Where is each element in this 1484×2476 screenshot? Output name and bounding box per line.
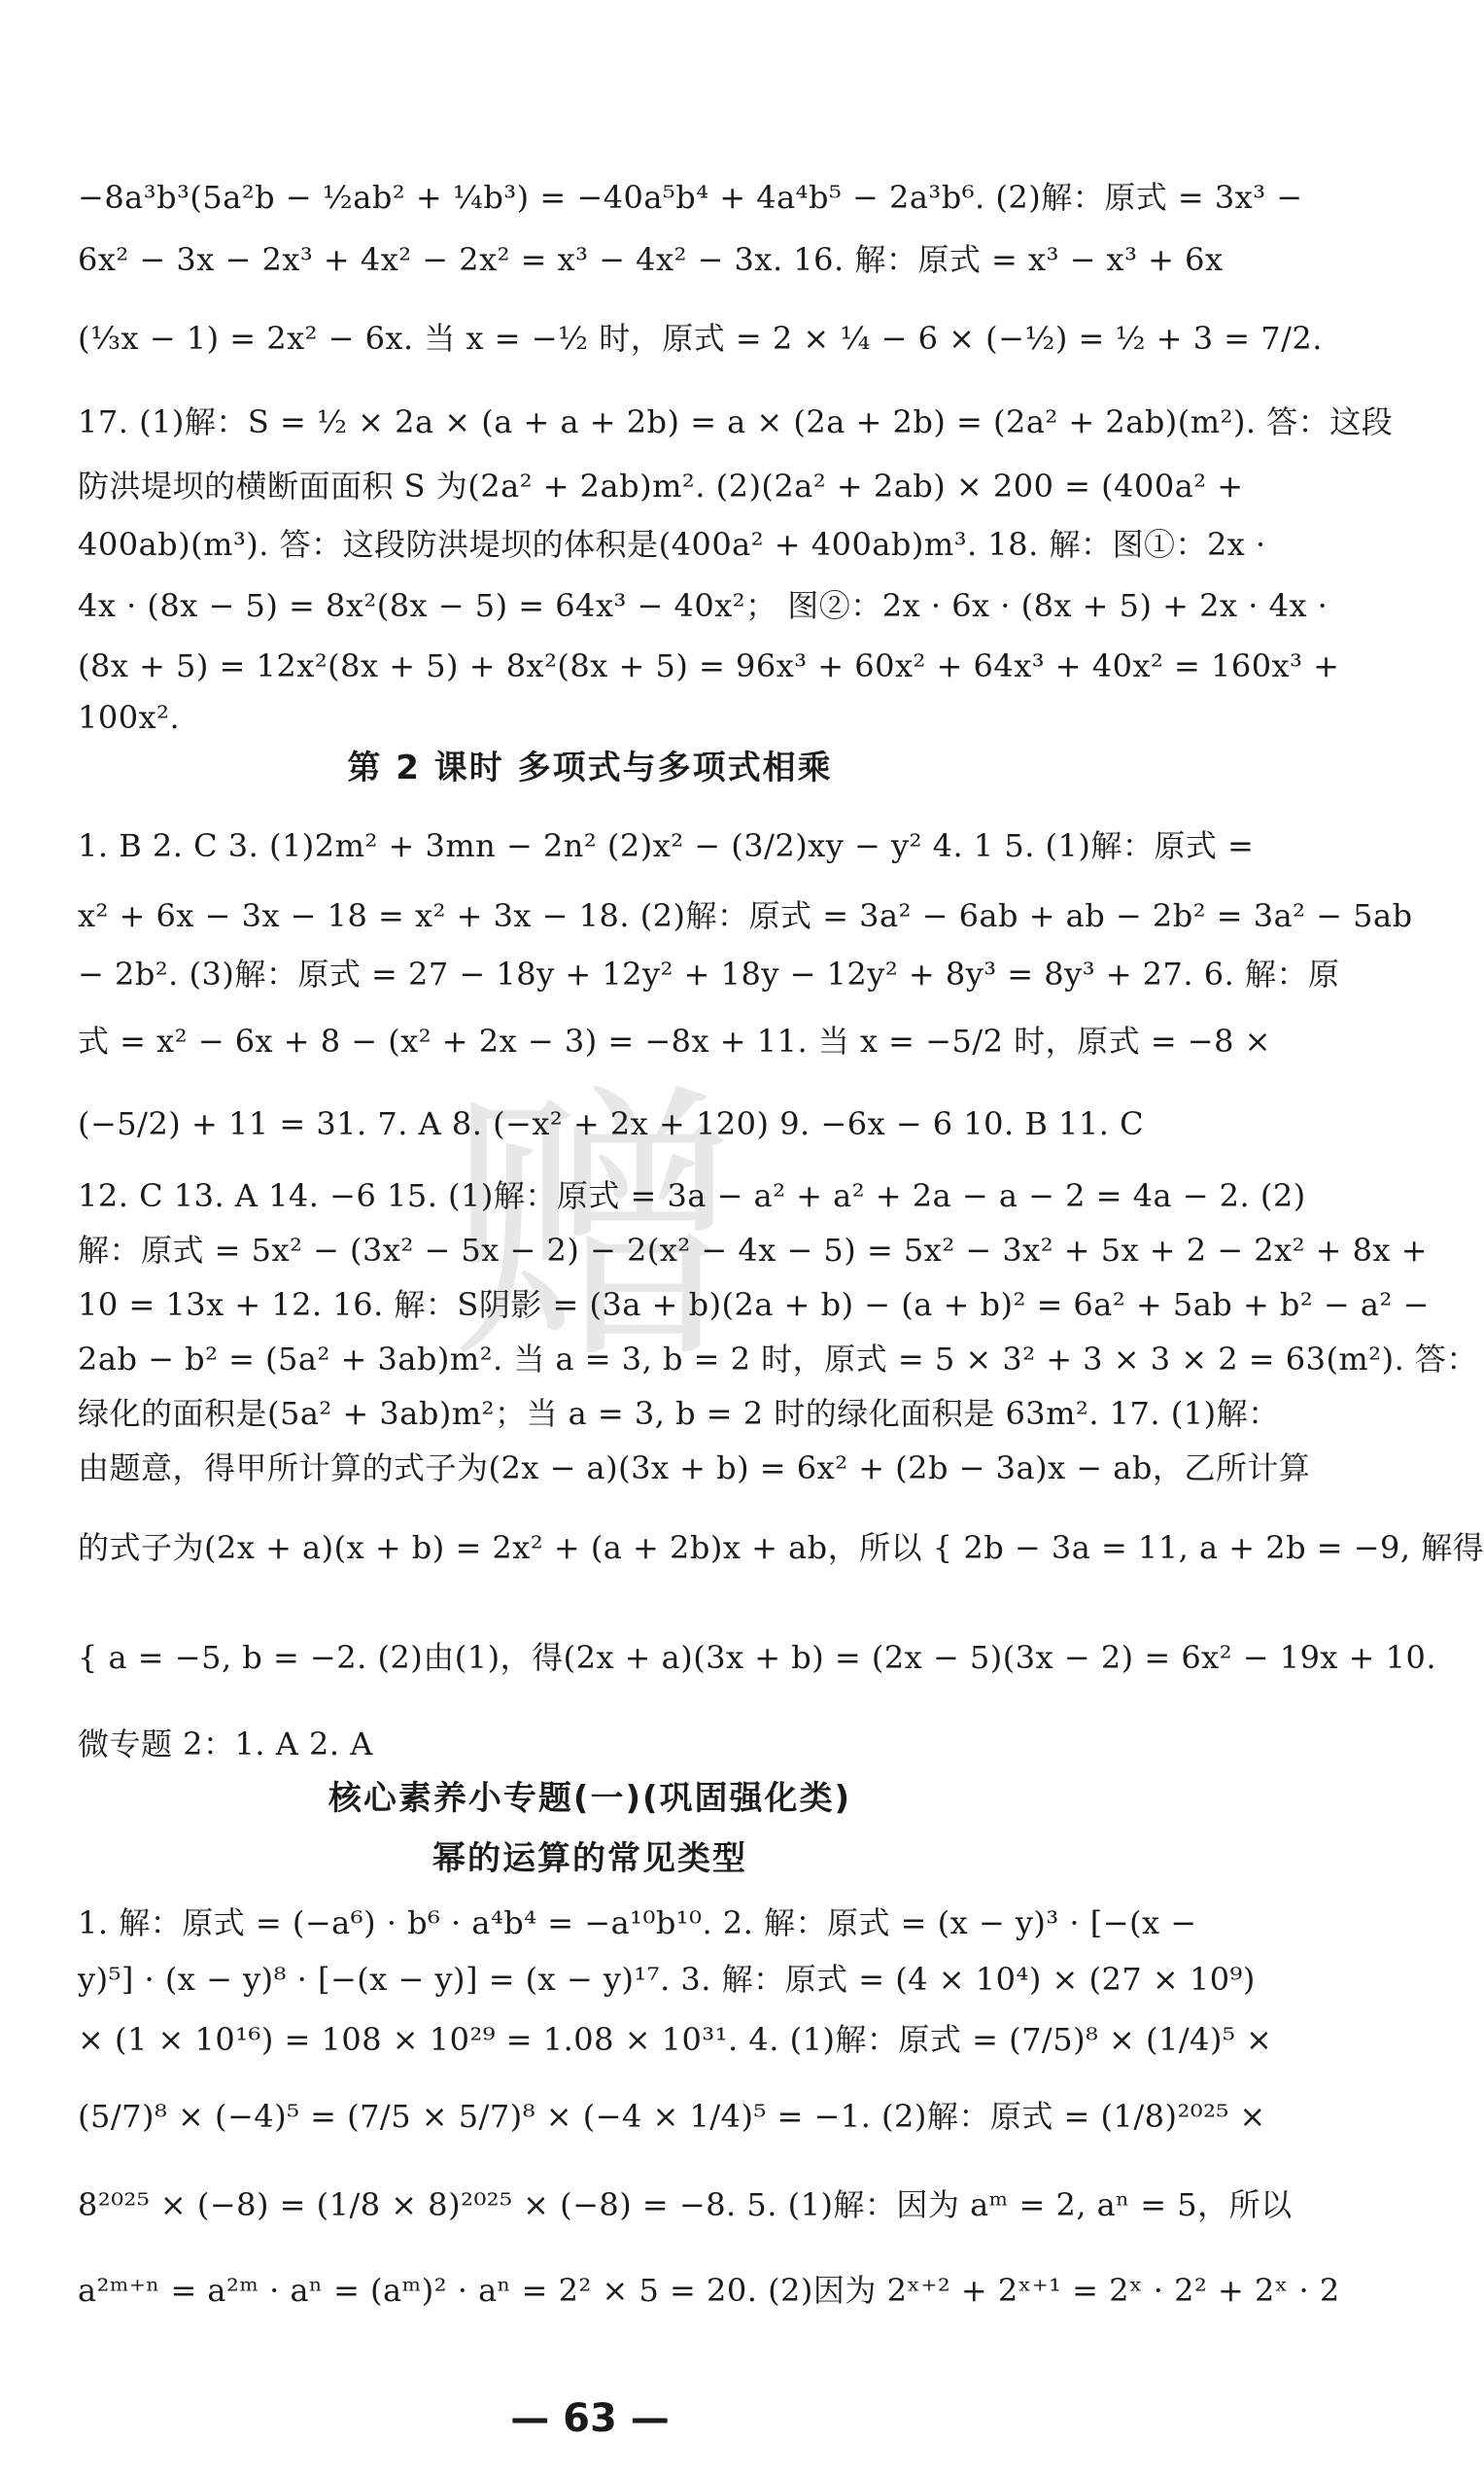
text-line: 17. (1)解：S = ½ × 2a × (a + a + 2b) = a × (2a + 2b) = (2a² + 2ab)(m²). 答：这段 — [78, 403, 1394, 440]
text-line: −8a³b³(5a²b − ½ab² + ¼b³) = −40a⁵b⁴ + 4a⁴b⁵ − 2a³b⁶. (2)解：原式 = 3x³ − — [78, 179, 1303, 216]
topic-subtitle: 幂的运算的常见类型 — [432, 1839, 747, 1878]
text-line: 6x² − 3x − 2x³ + 4x² − 2x² = x³ − 4x² − 3x. 16. 解：原式 = x³ − x³ + 6x — [78, 241, 1224, 278]
text-line: 的式子为(2x + a)(x + b) = 2x² + (a + 2b)x + ab，所以 { 2b − 3a = 11, a + 2b = −9, 解得 — [78, 1529, 1484, 1566]
text-line: y)⁵] · (x − y)⁸ · [−(x − y)] = (x − y)¹⁷. 3. 解：原式 = (4 × 10⁴) × (27 × 10⁹) — [78, 1961, 1256, 1998]
text-line: 解：原式 = 5x² − (3x² − 5x − 2) − 2(x² − 4x − 5) = 5x² − 3x² + 5x + 2 − 2x² + 8x + — [78, 1232, 1429, 1269]
text-line: (5/7)⁸ × (−4)⁵ = (7/5 × 5/7)⁸ × (−4 × 1/4)⁵ = −1. (2)解：原式 = (1/8)²⁰²⁵ × — [78, 2098, 1266, 2135]
text-line: 2ab − b² = (5a² + 3ab)m². 当 a = 3, b = 2 时，原式 = 5 × 3² + 3 × 3 × 2 = 63(m²). 答： — [78, 1341, 1478, 1377]
text-line: x² + 6x − 3x − 18 = x² + 3x − 18. (2)解：原式 = 3a² − 6ab + ab − 2b² = 3a² − 5ab — [78, 897, 1413, 934]
section-heading-lesson2: 第 2 课时 多项式与多项式相乘 — [347, 749, 833, 787]
text-line: 4x · (8x − 5) = 8x²(8x − 5) = 64x³ − 40x²； 图②：2x · 6x · (8x + 5) + 2x · 4x · — [78, 587, 1329, 624]
page-number: — 63 — — [510, 2396, 670, 2441]
text-line: (8x + 5) = 12x²(8x + 5) + 8x²(8x + 5) = 96x³ + 60x² + 64x³ + 40x² = 160x³ + — [78, 647, 1340, 684]
text-line: 12. C 13. A 14. −6 15. (1)解：原式 = 3a − a² + a² + 2a − a − 2 = 4a − 2. (2) — [78, 1177, 1306, 1214]
text-line: − 2b². (3)解：原式 = 27 − 18y + 12y² + 18y − 12y² + 8y³ = 8y³ + 27. 6. 解：原 — [78, 956, 1340, 993]
text-line: 1. 解：原式 = (−a⁶) · b⁶ · a⁴b⁴ = −a¹⁰b¹⁰. 2. 解：原式 = (x − y)³ · [−(x − — [78, 1904, 1197, 1941]
text-line: 1. B 2. C 3. (1)2m² + 3mn − 2n² (2)x² − (3/2)xy − y² 4. 1 5. (1)解：原式 = — [78, 827, 1255, 864]
text-line: a²ᵐ⁺ⁿ = a²ᵐ · aⁿ = (aᵐ)² · aⁿ = 2² × 5 = 20. (2)因为 2ˣ⁺² + 2ˣ⁺¹ = 2ˣ · 2² + 2ˣ · 2 — [78, 2272, 1340, 2309]
text-line: 10 = 13x + 12. 16. 解：S阴影 = (3a + b)(2a + b) − (a + b)² = 6a² + 5ab + b² − a² − — [78, 1286, 1430, 1323]
text-line: 防洪堤坝的横断面面积 S 为(2a² + 2ab)m². (2)(2a² + 2ab) × 200 = (400a² + — [78, 468, 1244, 505]
text-line: (⅓x − 1) = 2x² − 6x. 当 x = −½ 时，原式 = 2 × ¼ − 6 × (−½) = ½ + 3 = 7/2. — [78, 320, 1323, 357]
text-line: 微专题 2：1. A 2. A — [78, 1726, 373, 1762]
text-line: 绿化的面积是(5a² + 3ab)m²；当 a = 3, b = 2 时的绿化面积是 63m². 17. (1)解： — [78, 1395, 1280, 1432]
watermark-stamp: 赠 — [447, 1060, 739, 1399]
text-line: { a = −5, b = −2. (2)由(1)，得(2x + a)(3x + b) = (2x − 5)(3x − 2) = 6x² − 19x + 10. — [78, 1639, 1437, 1676]
text-line: 由题意，得甲所计算的式子为(2x − a)(3x + b) = 6x² + (2b − 3a)x − ab，乙所计算 — [78, 1449, 1311, 1486]
text-line: 8²⁰²⁵ × (−8) = (1/8 × 8)²⁰²⁵ × (−8) = −8. 5. (1)解：因为 aᵐ = 2, aⁿ = 5，所以 — [78, 2186, 1293, 2223]
text-line: × (1 × 10¹⁶) = 108 × 10²⁹ = 1.08 × 10³¹. 4. (1)解：原式 = (7/5)⁸ × (1/4)⁵ × — [78, 2021, 1273, 2058]
text-line: 式 = x² − 6x + 8 − (x² + 2x − 3) = −8x + 11. 当 x = −5/2 时，原式 = −8 × — [78, 1023, 1271, 1060]
text-line: (−5/2) + 11 = 31. 7. A 8. (−x² + 2x + 120) 9. −6x − 6 10. B 11. C — [78, 1105, 1145, 1142]
text-line: 100x². — [78, 699, 181, 736]
topic-title: 核心素养小专题(一)(巩固强化类) — [328, 1779, 852, 1818]
text-line: 400ab)(m³). 答：这段防洪堤坝的体积是(400a² + 400ab)m³. 18. 解：图①：2x · — [78, 526, 1266, 563]
